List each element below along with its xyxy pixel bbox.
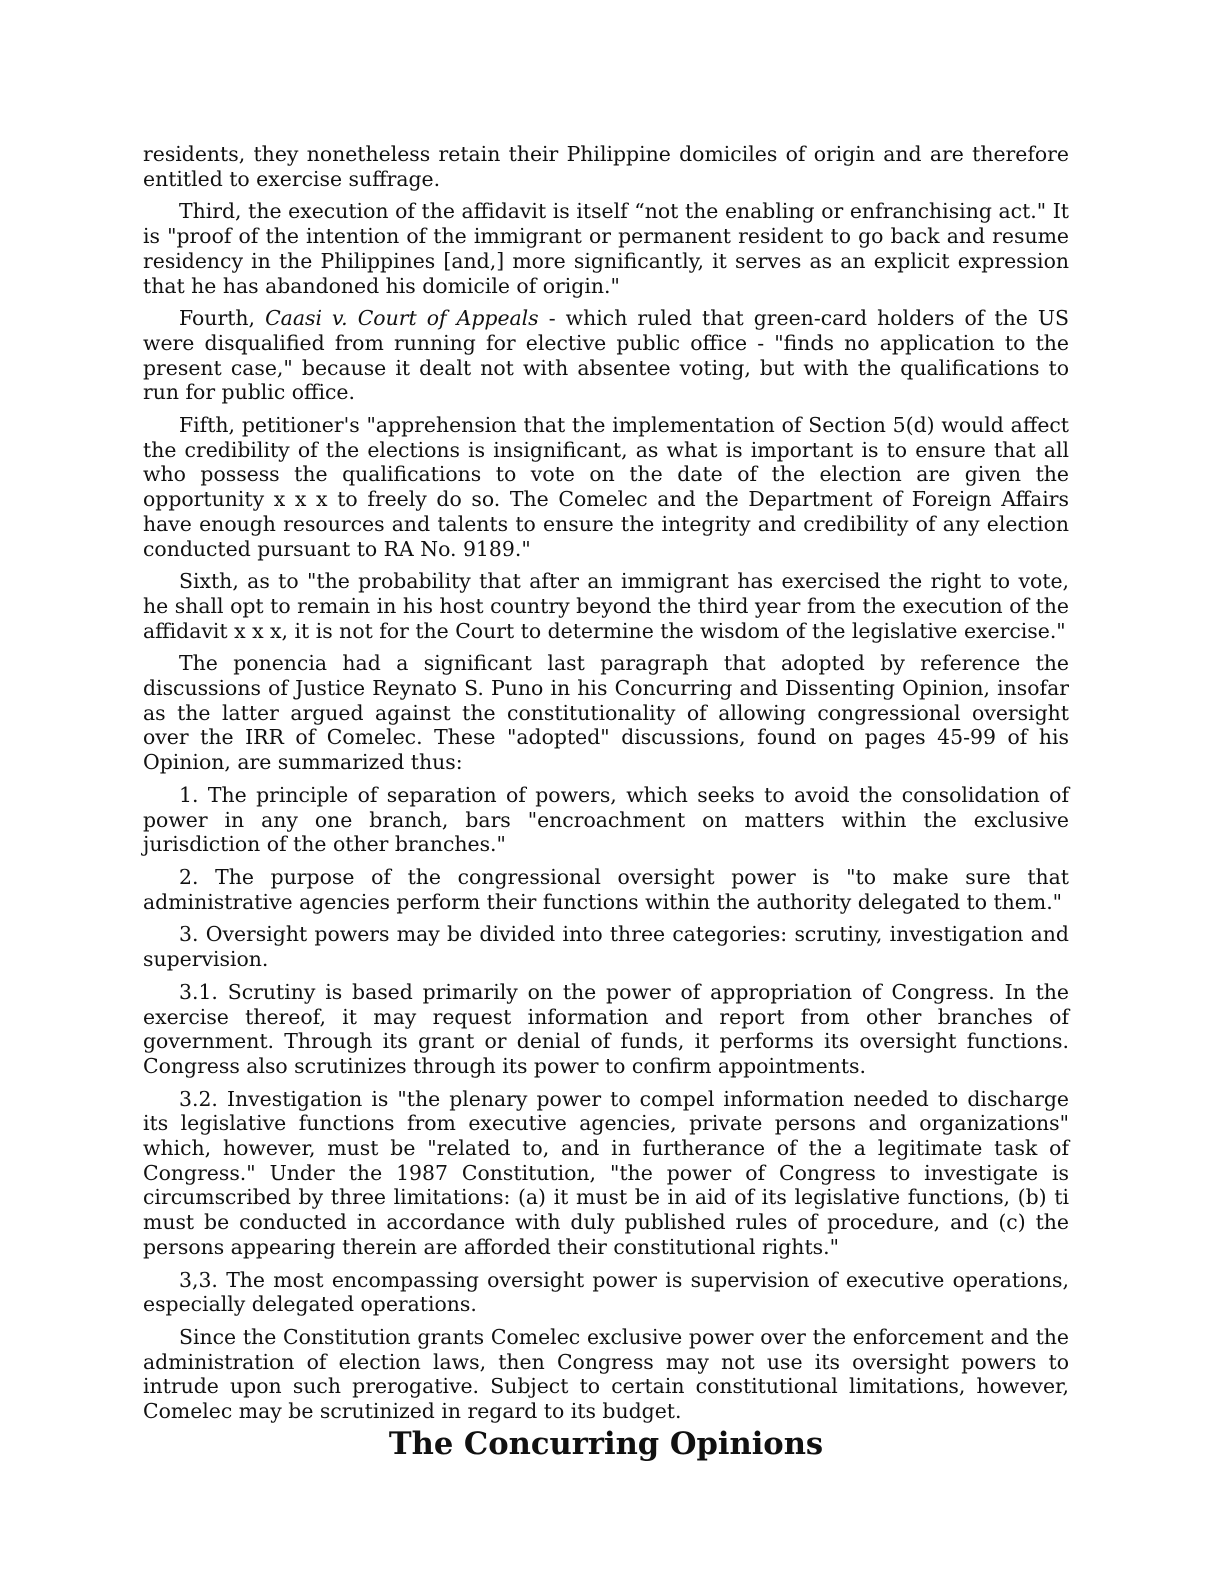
paragraph-fourth-post: - which ruled that green-card holders of the US were disqualified from running for elective public office - "finds no application to the present case," because it dealt not with absentee voting, but with the qualifications to run for public office. — [143, 306, 1069, 405]
paragraph-third: Third, the execution of the affidavit is itself “not the enabling or enfranchising act." It is "proof of the intention of the immigrant or permanent resident to go back and resume residency in the Philippines [and,] more significantly, it serves as an explicit expression that he has abandoned his domicile of origin." — [143, 199, 1069, 298]
paragraph-residents: residents, they nonetheless retain their Philippine domiciles of origin and are therefore entitled to exercise suffrage. — [143, 142, 1069, 191]
paragraph-item-3-3: 3,3. The most encompassing oversight power is supervision of executive operations, especially delegated operations. — [143, 1267, 1069, 1317]
paragraph-item-3: 3. Oversight powers may be divided into three categories: scrutiny, investigation and supervision. — [143, 922, 1069, 972]
paragraph-fourth-pre: Fourth, — [179, 306, 266, 331]
paragraph-constitution: Since the Constitution grants Comelec exclusive power over the enforcement and the administration of election laws, then Congress may not use its oversight powers to intrude upon such prerogative. Subject to certain constitutional limitations, however, Comelec may be scrutinized in regard to its budget. — [143, 1324, 1069, 1424]
paragraph-fifth: Fifth, petitioner's "apprehension that the implementation of Section 5(d) would affect the credibility of the elections is insignificant, as what is important is to ensure that all who possess the qualifications to vote on the date of the election are given the opportunity x x x to freely do so. The Comelec and the Department of Foreign Affairs have enough resources and talents to ensure the integrity and credibility of any election conducted pursuant to RA No. 9189." — [143, 413, 1069, 561]
document-page — [143, 142, 1069, 1462]
paragraph-fourth — [143, 306, 1069, 405]
section-heading: The Concurring Opinions — [388, 1425, 824, 1462]
paragraph-ponencia: The ponencia had a significant last paragraph that adopted by reference the discussions of Justice Reynato S. Puno in his Concurring and Dissenting Opinion, insofar as the latter argued against the constitutionality of allowing congressional oversight over the IRR of Comelec. These "adopted" discussions, found on pages 45-99 of his Opinion, are summarized thus: — [143, 651, 1069, 775]
paragraph-sixth: Sixth, as to "the probability that after an immigrant has exercised the right to vote, he shall opt to remain in his host country beyond the third year from the execution of the affidavit x x x, it is not for the Court to determine the wisdom of the legislative exercise." — [143, 569, 1069, 643]
paragraph-item-3-1: 3.1. Scrutiny is based primarily on the power of appropriation of Congress. In the exercise thereof, it may request information and report from other branches of government. Through its grant or denial of funds, it performs its oversight functions. Congress also scrutinizes through its power to confirm appointments. — [143, 979, 1069, 1078]
case-citation-caasi: Caasi v. Court of Appeals — [265, 306, 539, 331]
paragraph-item-1: 1. The principle of separation of powers, which seeks to avoid the consolidation of power in any one branch, bars "encroachment on matters within the exclusive jurisdiction of the other branches." — [143, 782, 1069, 857]
paragraph-item-3-2: 3.2. Investigation is "the plenary power to compel information needed to discharge its legislative functions from executive agencies, private persons and organizations" which, however, must be "related to, and in furtherance of the a legitimate task of Congress." Under the 1987 Constitution, "the power of Congress to investigate is circumscribed by three limitations: (a) it must be in aid of its legislative functions, (b) ti must be conducted in accordance with duly published rules of procedure, and (c) the persons appearing therein are afforded their constitutional rights." — [143, 1086, 1069, 1259]
paragraph-item-2: 2. The purpose of the congressional oversight power is "to make sure that administrative agencies perform their functions within the authority delegated to them." — [143, 864, 1069, 914]
